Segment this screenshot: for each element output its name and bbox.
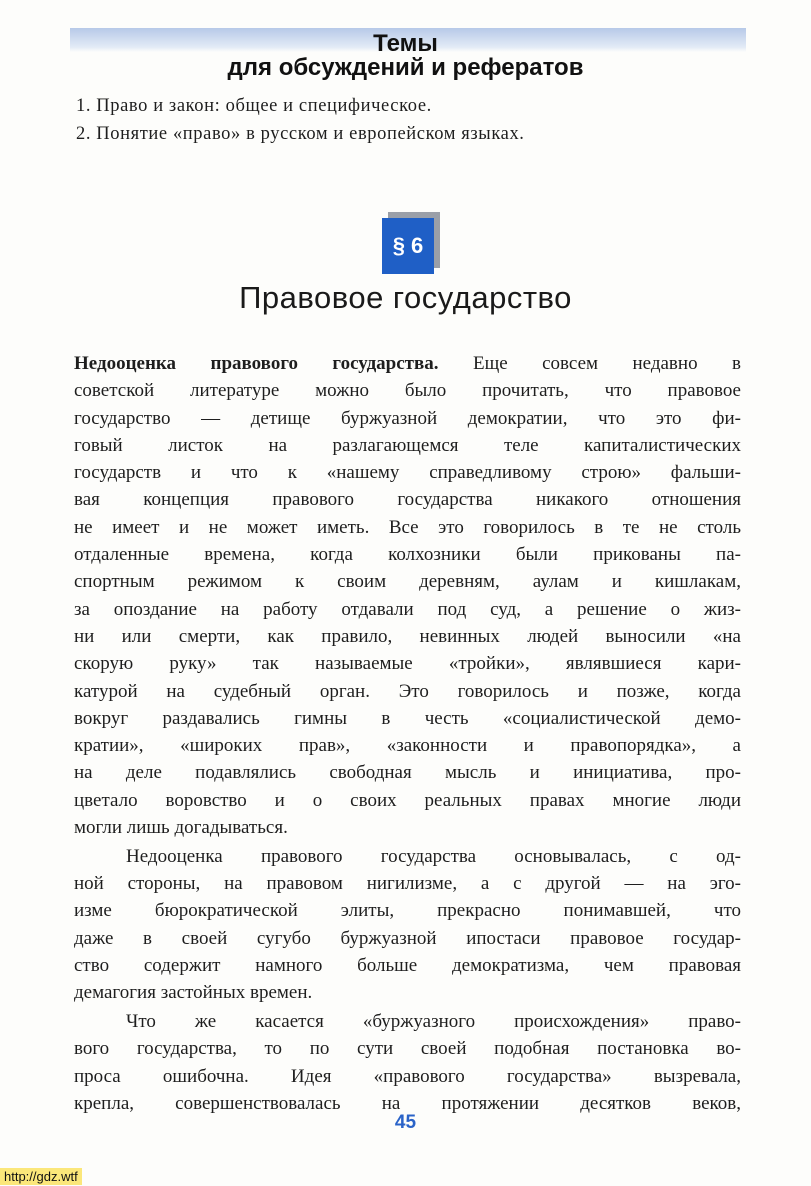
text-line [74, 541, 741, 568]
text-line [74, 1035, 741, 1062]
line-text: могли лишь догадываться. [74, 817, 288, 839]
text-line [74, 870, 741, 897]
text-line [74, 1063, 741, 1090]
text-line [74, 843, 741, 870]
text-line [74, 732, 741, 759]
text-line [74, 650, 741, 677]
topic-item: 1. Право и закон: общее и специфическое. [76, 96, 432, 116]
text-line [74, 897, 741, 924]
line-text: ство содержит намного больше демократизма, чем правовая [74, 955, 741, 977]
line-text: кратии», «широких прав», «законности и правопорядка», а [74, 735, 741, 757]
text-line [74, 514, 741, 541]
line-text: спортным режимом к своим деревням, аулам и кишлакам, [74, 571, 741, 593]
line-text: государство — детище буржуазной демократии, что это фи- [74, 407, 741, 429]
page-number: 45 [394, 1112, 417, 1133]
line-text: государств и что к «нашему справедливому строю» фальши- [74, 462, 741, 484]
section-heading: Правовое государство [239, 280, 572, 315]
text-line [74, 623, 741, 650]
line-text: говый листок на разлагающемся теле капиталистических [74, 434, 741, 456]
line-text: скорую руку» так называемые «тройки», являвшиеся кари- [74, 653, 741, 675]
line-text: ной стороны, на правовом нигилизме, а с другой — на эго- [74, 873, 741, 895]
line-text: советской литературе можно было прочитать, что правовое [74, 380, 741, 402]
line-text: за опоздание на работу отдавали под суд, а решение о жиз- [74, 598, 741, 620]
text-line [74, 405, 741, 432]
line-text: катурой на судебный орган. Это говорилось и позже, когда [74, 680, 741, 702]
text-line [74, 459, 741, 486]
text-line [74, 759, 741, 786]
line-text: Еще совсем недавно в [438, 353, 741, 374]
text-line [74, 568, 741, 595]
text-line [74, 350, 741, 377]
line-text: демагогия застойных времен. [74, 982, 313, 1004]
text-line [74, 705, 741, 732]
text-line [74, 486, 741, 513]
text-line [74, 678, 741, 705]
line-text: отдаленные времена, когда колхозники были прикованы па- [74, 544, 741, 566]
text-line [74, 814, 741, 841]
body-text [74, 350, 741, 1117]
line-text: не имеет и не может иметь. Все это говорилось в те не столь [74, 516, 741, 538]
text-line [74, 787, 741, 814]
line-text: изме бюрократической элиты, прекрасно понимавшей, что [74, 900, 741, 922]
text-line [74, 596, 741, 623]
line-text: вокруг раздавались гимны в честь «социалистической демо- [74, 707, 741, 729]
line-text: Что же касается «буржуазного происхождения» право- [126, 1011, 741, 1033]
line-text: Недооценка правового государства основывалась, с од- [126, 845, 741, 867]
topic-item: 2. Понятие «право» в русском и европейском языках. [76, 124, 525, 144]
line-text: вая концепция правового государства никакого отношения [74, 489, 741, 511]
text-line [74, 979, 741, 1006]
text-line [74, 432, 741, 459]
line-text: проса ошибочна. Идея «правового государства» вызревала, [74, 1065, 741, 1087]
paragraph-lead: Недооценка правового государства. [74, 353, 439, 374]
text-line [74, 952, 741, 979]
topics-title: Темы [373, 30, 438, 57]
text-line [74, 925, 741, 952]
line-text: на деле подавлялись свободная мысль и инициатива, про- [74, 762, 741, 784]
line-text: вого государства, то по сути своей подобная постановка во- [74, 1038, 741, 1060]
topics-subtitle: для обсуждений и рефератов [227, 54, 584, 81]
text-line [74, 1008, 741, 1035]
text-line [74, 377, 741, 404]
line-text: даже в своей сугубо буржуазной ипостаси правовое государ- [74, 927, 741, 949]
section-badge: § 6 [382, 218, 434, 274]
line-text: цветало воровство и о своих реальных правах многие люди [74, 789, 741, 811]
line-text: ни или смерти, как правило, невинных людей выносили «на [74, 625, 741, 647]
line-text: крепла, совершенствовалась на протяжении десятков веков, [74, 1093, 741, 1115]
footer-link[interactable]: http://gdz.wtf [0, 1168, 82, 1185]
